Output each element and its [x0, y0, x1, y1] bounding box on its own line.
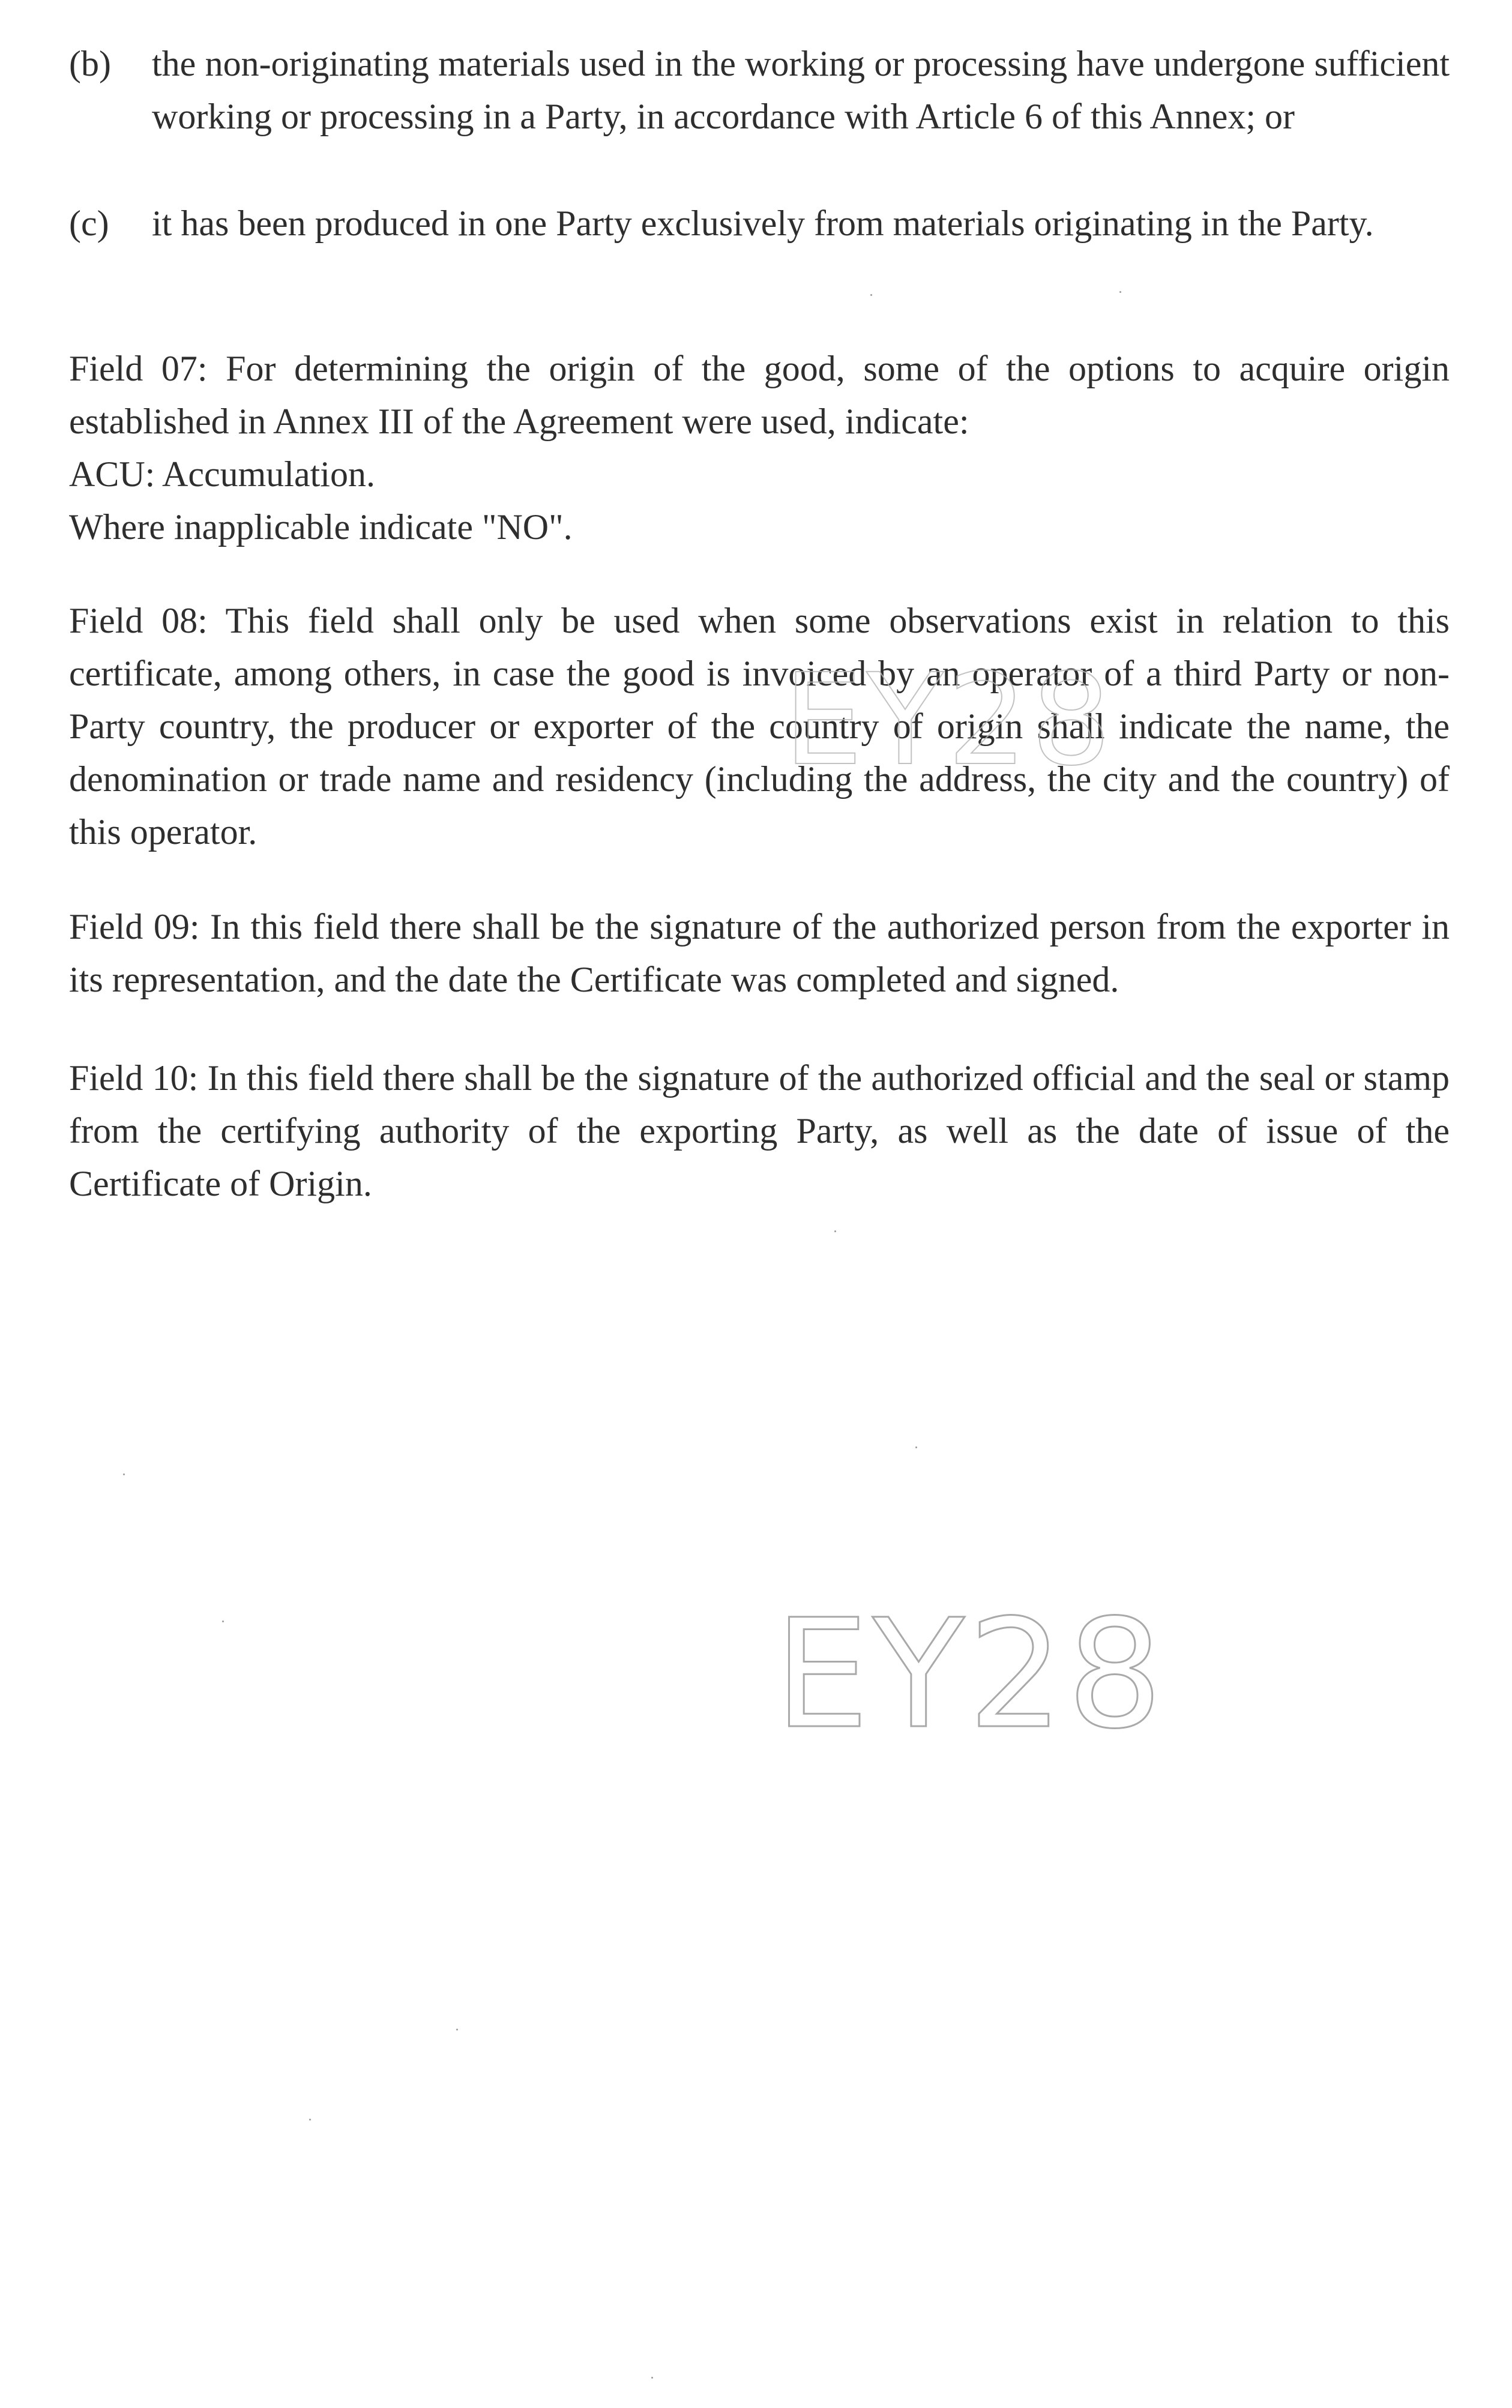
scan-speck: [222, 1621, 224, 1622]
scan-speck: [309, 2119, 311, 2121]
field-07-acu: ACU: Accumulation.: [69, 454, 375, 494]
scan-speck: [123, 1473, 125, 1475]
scan-speck: [870, 294, 872, 296]
ey28-stamp: EY28: [774, 1587, 1166, 1762]
list-marker-b: (b): [69, 44, 111, 83]
list-item-b: [69, 37, 1450, 143]
field-08-paragraph: Field 08: This field shall only be used when some observations exist in relation to this certificate, among others, in case the good is invoiced by an operator of a third Party or non-Party country, the producer or exporter of the country of origin shall indicate the name, the denomination or trade name and residency (including the address, the city and the country) of this operator.: [69, 601, 1450, 852]
list-text-c: it has been produced in one Party exclusively from materials originating in the Party.: [152, 203, 1374, 243]
field-10-paragraph: Field 10: In this field there shall be the signature of the authorized official and the seal or stamp from the certifying authority of the exporting Party, as well as the date of issue of the Certificate of Origin.: [69, 1058, 1450, 1203]
list-text-b: the non-originating materials used in the working or processing have undergone sufficient working or processing in a Party, in accordance with Article 6 of this Annex; or: [152, 44, 1450, 136]
scan-speck: [651, 2377, 653, 2379]
field-07-paragraph: [69, 342, 1450, 553]
ey28-overlay-stamp: EY28: [783, 646, 1115, 793]
list-item-c: [69, 197, 1450, 250]
field-07-text: Field 07: For determining the origin of the good, some of the options to acquire origin established in Annex III of the Agreement were used, indicate:: [69, 349, 1450, 441]
scan-speck: [456, 2029, 458, 2030]
field-09-paragraph: Field 09: In this field there shall be the signature of the authorized person from the exporter in its representation, and the date the Certificate was completed and signed.: [69, 907, 1450, 999]
list-marker-c: (c): [69, 203, 109, 243]
scan-speck: [915, 1446, 917, 1448]
scan-speck: [834, 1230, 836, 1232]
field-07-inapplicable: Where inapplicable indicate "NO".: [69, 507, 573, 547]
scan-speck: [1119, 291, 1121, 293]
